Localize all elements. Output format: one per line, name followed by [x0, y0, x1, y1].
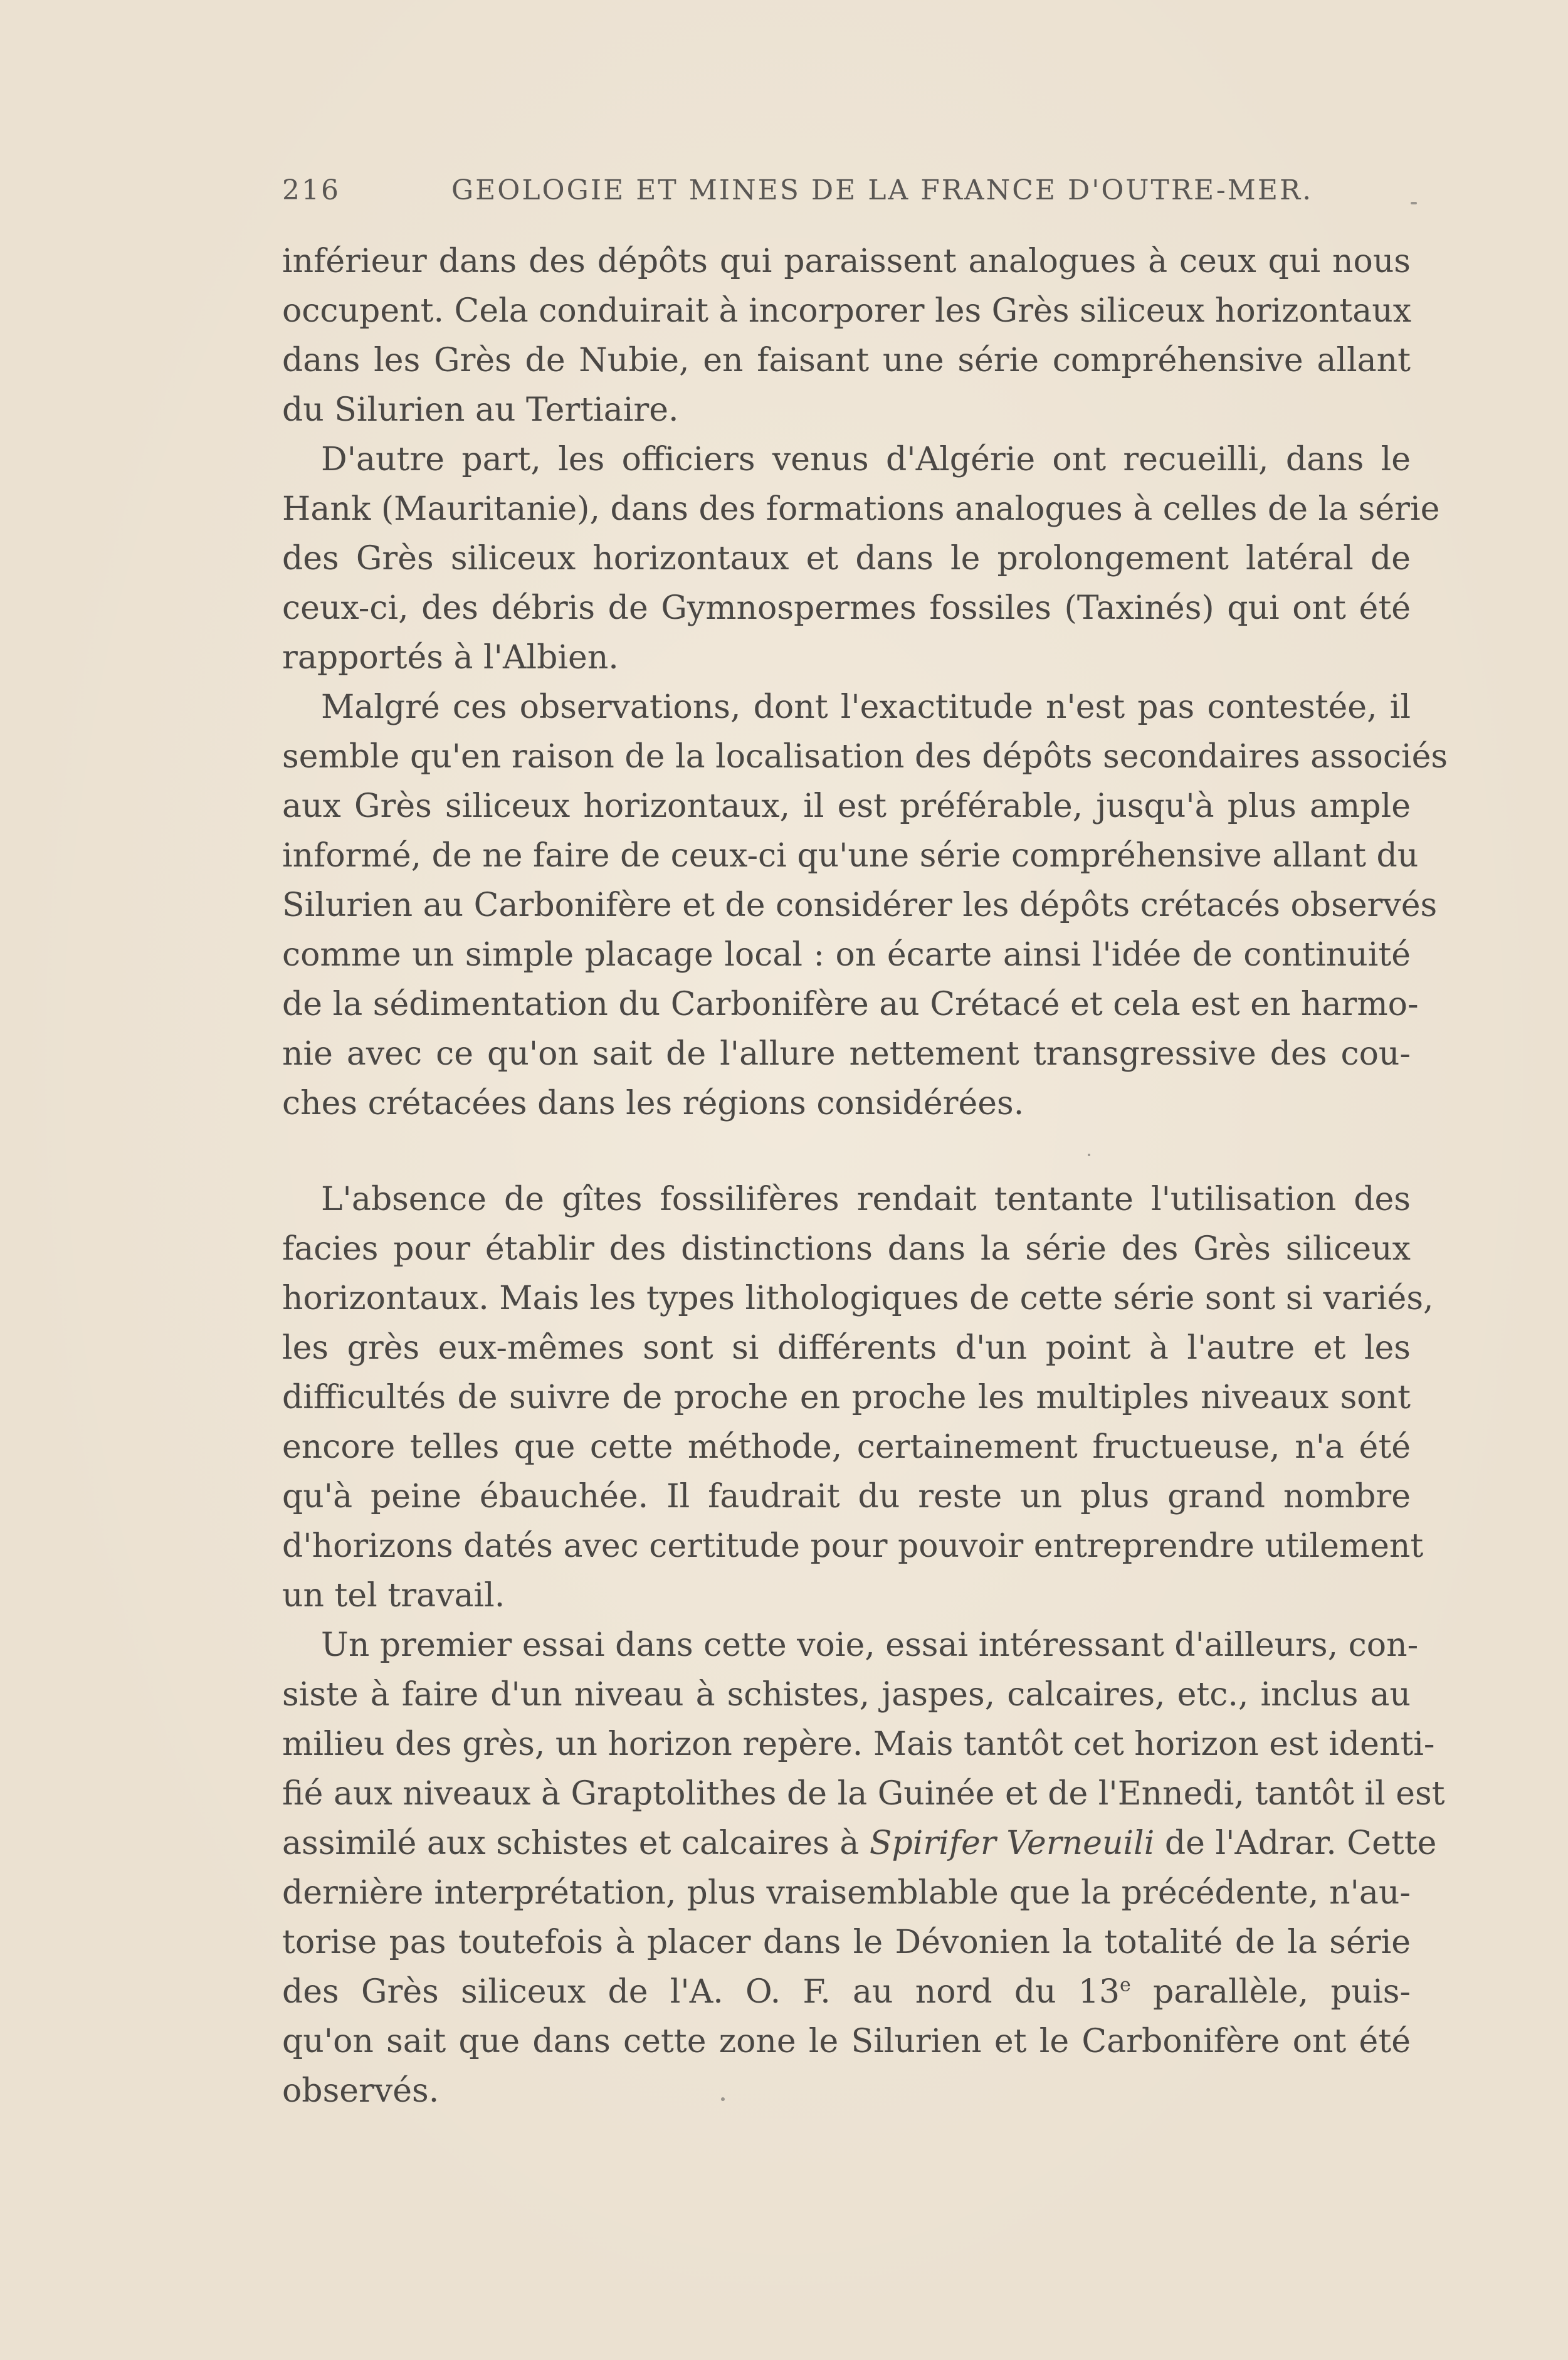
running-title: GEOLOGIE ET MINES DE LA FRANCE D'OUTRE-MER.: [451, 174, 1313, 206]
text-segment: des Grès siliceux de l'A. O. F. au nord du 13: [282, 1973, 1120, 2011]
paragraph: [282, 435, 1440, 683]
text-line: rapportés à l'Albien.: [282, 639, 619, 677]
page-number: 216: [282, 174, 340, 206]
paragraph: [282, 1621, 1445, 2116]
text-line: un tel travail.: [282, 1577, 505, 1615]
paragraph: [282, 237, 1411, 435]
text-line: difficultés de suivre de proche en proche les multiples niveaux sont: [282, 1379, 1411, 1416]
text-line: les grès eux-mêmes sont si différents d'un point à l'autre et les: [282, 1329, 1411, 1367]
text-line: des Grès siliceux horizontaux et dans le prolongement latéral de: [282, 540, 1411, 577]
species-name: Spirifer Verneuili: [869, 1825, 1155, 1862]
text-line: fié aux niveaux à Graptolithes de la Guinée et de l'Ennedi, tantôt il est: [282, 1775, 1445, 1813]
superscript: e: [1120, 1974, 1131, 1996]
text-block-upper: [282, 237, 1448, 1129]
paper-speck: [1088, 1154, 1090, 1156]
text-line: Malgré ces observations, dont l'exactitude n'est pas contestée, il: [321, 688, 1411, 726]
text-line: qu'à peine ébauchée. Il faudrait du reste un plus grand nombre: [282, 1478, 1411, 1515]
text-line: D'autre part, les officiers venus d'Algérie ont recueilli, dans le: [321, 441, 1411, 478]
text-line: qu'on sait que dans cette zone le Silurien et le Carbonifère ont été: [282, 2023, 1411, 2060]
text-line: milieu des grès, un horizon repère. Mais tantôt cet horizon est identi-: [282, 1725, 1435, 1763]
text-line: de la sédimentation du Carbonifère au Crétacé et cela est en harmo-: [282, 986, 1419, 1023]
paragraph: [282, 683, 1448, 1129]
paper-speck: [721, 2097, 725, 2101]
text-line: torise pas toutefois à placer dans le Dévonien la totalité de la série: [282, 1924, 1411, 1961]
paper-speck: [1411, 202, 1417, 204]
paragraph: [282, 1175, 1434, 1621]
text-line: comme un simple placage local : on écarte ainsi l'idée de continuité: [282, 936, 1411, 974]
text-block-lower: [282, 1175, 1445, 2116]
text-segment: assimilé aux schistes et calcaires à: [282, 1825, 860, 1862]
text-line: dernière interprétation, plus vraisemblable que la précédente, n'au-: [282, 1874, 1411, 1912]
text-line: semble qu'en raison de la localisation des dépôts secondaires associés: [282, 738, 1448, 776]
text-line: du Silurien au Tertiaire.: [282, 391, 679, 429]
text-segment: parallèle, puis-: [1153, 1973, 1411, 2011]
text-line: inférieur dans des dépôts qui paraissent analogues à ceux qui nous: [282, 243, 1411, 280]
text-line: ches crétacées dans les régions considérées.: [282, 1085, 1024, 1122]
text-line: horizontaux. Mais les types lithologiques de cette série sont si variés,: [282, 1280, 1434, 1317]
text-line: nie avec ce qu'on sait de l'allure nettement transgressive des cou-: [282, 1035, 1411, 1073]
text-line: aux Grès siliceux horizontaux, il est préférable, jusqu'à plus ample: [282, 788, 1411, 825]
text-segment: de l'Adrar. Cette: [1164, 1825, 1437, 1862]
text-line: Silurien au Carbonifère et de considérer les dépôts crétacés observés: [282, 887, 1438, 924]
running-header: [282, 174, 1313, 212]
text-line: facies pour établir des distinctions dans la série des Grès siliceux: [282, 1230, 1411, 1268]
text-line: occupent. Cela conduirait à incorporer les Grès siliceux horizontaux: [282, 292, 1412, 330]
text-line: d'horizons datés avec certitude pour pouvoir entreprendre utilement: [282, 1527, 1424, 1565]
text-line: [282, 1968, 1411, 2017]
text-line: encore telles que cette méthode, certainement fructueuse, n'a été: [282, 1428, 1411, 1466]
text-line: ceux-ci, des débris de Gymnospermes fossiles (Taxinés) qui ont été: [282, 589, 1411, 627]
text-line: dans les Grès de Nubie, en faisant une série compréhensive allant: [282, 342, 1411, 379]
text-line: L'absence de gîtes fossilifères rendait tentante l'utilisation des: [321, 1181, 1411, 1218]
text-line: observés.: [282, 2072, 439, 2110]
text-line: Un premier essai dans cette voie, essai intéressant d'ailleurs, con-: [321, 1626, 1419, 1664]
text-line: siste à faire d'un niveau à schistes, jaspes, calcaires, etc., inclus au: [282, 1676, 1411, 1714]
text-line: [282, 1819, 1437, 1868]
text-line: Hank (Mauritanie), dans des formations analogues à celles de la série: [282, 490, 1440, 528]
text-line: informé, de ne faire de ceux-ci qu'une série compréhensive allant du: [282, 837, 1419, 875]
